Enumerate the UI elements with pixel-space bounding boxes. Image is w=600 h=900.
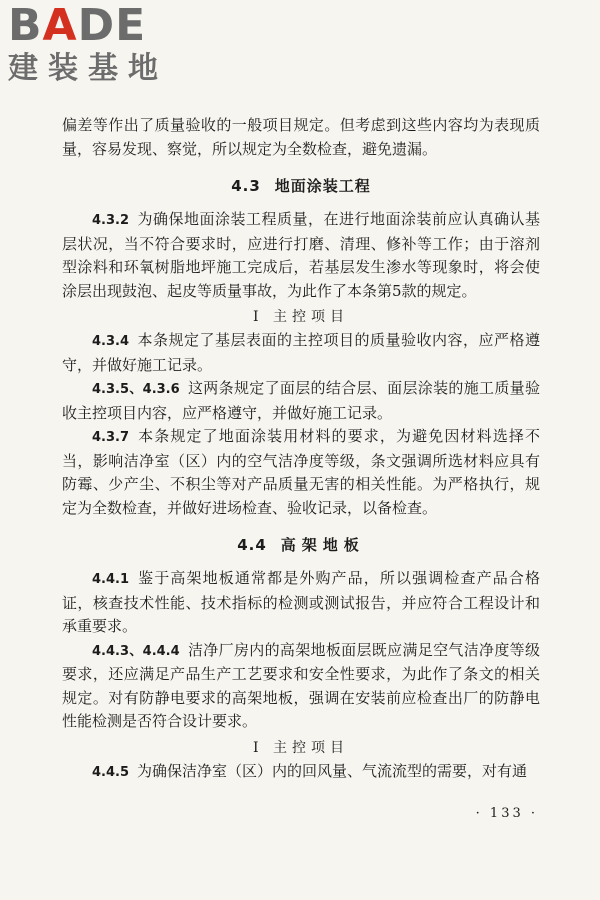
subheading-main-control-2: Ⅰ 主控项目 — [253, 739, 349, 756]
clause-4-3-7: 4.3.7 本条规定了地面涂装用材料的要求，为避免因材料选择不当，影响洁净室（区）内的空气洁净度等级，条文强调所选材料应具有防霉、少产尘、不积尘等对产品质量无害的相关性能。为严格执行，规定为全数检查，并做好进场检查、验收记录，以备检查。 — [62, 427, 540, 517]
clause-4-4-3-4: 4.4.3、4.4.4 洁净厂房内的高架地板面层既应满足空气洁净度等级要求，还应满足产品生产工艺要求和安全性要求，为此作了条文的相关规定。对有防静电要求的高架地板，强调在安装前应检查出厂的防静电性能检测是否符合设计要求。 — [62, 640, 540, 730]
clause-4-3-5-6: 4.3.5、4.3.6 这两条规定了面层的结合层、面层涂装的施工质量验收主控项目内容，应严格遵守，并做好施工记录。 — [62, 379, 540, 422]
subheading-main-control: Ⅰ 主控项目 — [253, 309, 349, 325]
clause-4-3-2: 4.3.2 为确保地面涂装工程质量，在进行地面涂装前应认真确认基层状况，当不符合要求时，应进行打磨、清理、修补等工作；由于溶剂型涂料和环氧树脂地坪施工完成后，若基层发生渗水等现象时，将会使涂层出现鼓泡、起皮等质量事故，为此作了本条第5款的规定。 — [62, 210, 540, 300]
clause-4-4-5: 4.4.5 为确保洁净室（区）内的回风量、气流流型的需要，对有通 — [92, 761, 528, 780]
section-heading-4-3: 4.3 地面涂装工程 — [231, 177, 371, 195]
logo-subtitle: 建装基地 — [8, 51, 168, 86]
bade-logo — [8, 2, 188, 88]
document-body — [62, 114, 540, 784]
clause-4-4-1: 4.4.1 鉴于高架地板通常都是外购产品，所以强调检查产品合格证，核查技术性能、技术指标的检测或测试报告，并应符合工程设计和承重要求。 — [62, 569, 540, 635]
paragraph-continued: 偏差等作出了质量验收的一般项目规定。但考虑到这些内容均为表现质量，容易发现、察觉，所以规定为全数检查，避免遗漏。 — [62, 116, 540, 158]
page-number: · 133 · — [475, 806, 538, 821]
clause-4-3-4: 4.3.4 本条规定了基层表面的主控项目的质量验收内容，应严格遵守，并做好施工记录。 — [62, 331, 540, 374]
logo-wordmark: BADE — [8, 0, 147, 51]
section-heading-4-4: 4.4 高架地板 — [237, 536, 365, 554]
